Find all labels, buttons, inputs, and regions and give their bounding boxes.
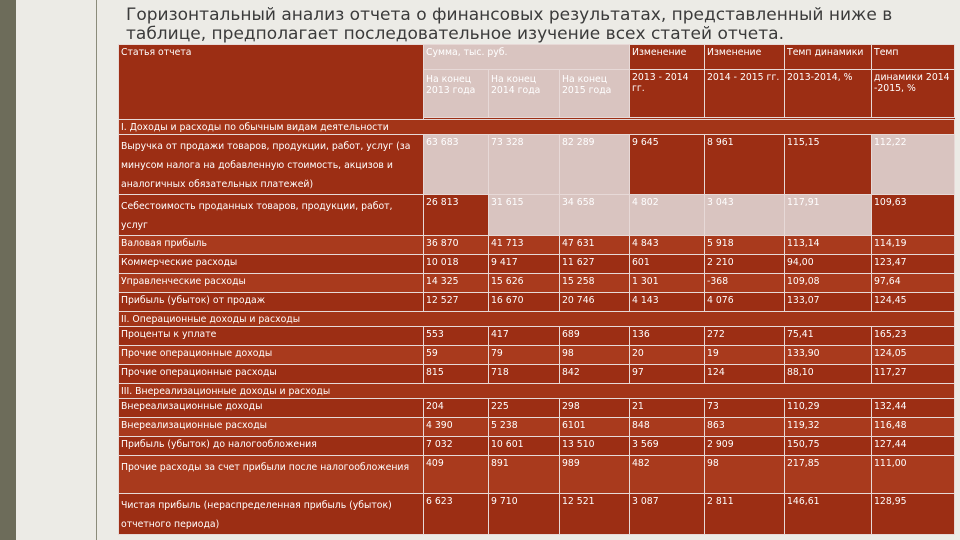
cell-2013: 409: [424, 456, 489, 494]
cell-rate-1: 133,90: [785, 346, 872, 365]
header-rate-2014-2015: динамики 2014 -2015, %: [872, 70, 955, 118]
table-row: [119, 456, 955, 494]
row-name: Внереализационные расходы: [119, 418, 424, 437]
cell-change-1: 3 569: [630, 437, 705, 456]
cell-change-1: 21: [630, 399, 705, 418]
row-name: Внереализационные доходы: [119, 399, 424, 418]
cell-2013: 7 032: [424, 437, 489, 456]
cell-rate-1: 110,29: [785, 399, 872, 418]
cell-change-1: 848: [630, 418, 705, 437]
cell-rate-1: 75,41: [785, 327, 872, 346]
cell-2013: 63 683: [424, 135, 489, 195]
cell-2013: 204: [424, 399, 489, 418]
cell-change-1: 4 143: [630, 293, 705, 312]
cell-rate-2: 124,05: [872, 346, 955, 365]
cell-change-2: 272: [705, 327, 785, 346]
cell-2015: 298: [560, 399, 630, 418]
table-row: [119, 293, 955, 312]
table-row: [119, 327, 955, 346]
left-decor-bar: [0, 0, 16, 540]
section-row: [119, 384, 955, 399]
cell-2014: 10 601: [489, 437, 560, 456]
cell-rate-2: 114,19: [872, 236, 955, 255]
cell-rate-2: 117,27: [872, 365, 955, 384]
header-rate-2: Темп: [872, 45, 955, 70]
cell-rate-1: 117,91: [785, 195, 872, 236]
cell-2014: 15 626: [489, 274, 560, 293]
cell-2015: 12 521: [560, 494, 630, 535]
cell-2015: 989: [560, 456, 630, 494]
cell-2013: 553: [424, 327, 489, 346]
row-name: Прочие расходы за счет прибыли после налогообложения: [119, 456, 424, 494]
cell-rate-2: 97,64: [872, 274, 955, 293]
table-row: [119, 418, 955, 437]
row-name: Управленческие расходы: [119, 274, 424, 293]
title-line-1: Горизонтальный анализ отчета о финансовых результатах, представленный ниже в: [126, 5, 893, 25]
cell-2015: 15 258: [560, 274, 630, 293]
table-row: [119, 494, 955, 535]
slide-title: [126, 0, 926, 46]
section-title-1: I. Доходы и расходы по обычным видам деятельности: [119, 120, 955, 135]
cell-rate-1: 109,08: [785, 274, 872, 293]
row-name: Прочие операционные расходы: [119, 365, 424, 384]
cell-change-2: 73: [705, 399, 785, 418]
cell-rate-1: 150,75: [785, 437, 872, 456]
cell-rate-1: 115,15: [785, 135, 872, 195]
cell-2015: 6101: [560, 418, 630, 437]
cell-change-2: 863: [705, 418, 785, 437]
row-name: Выручка от продажи товаров, продукции, работ, услуг (за минусом налога на добавленную стоимость, акцизов и аналогичных обязательных платежей): [119, 135, 424, 195]
cell-2013: 59: [424, 346, 489, 365]
cell-change-1: 482: [630, 456, 705, 494]
cell-2014: 16 670: [489, 293, 560, 312]
table-row: [119, 274, 955, 293]
section-title-2: II. Операционные доходы и расходы: [119, 312, 955, 327]
cell-2014: 225: [489, 399, 560, 418]
cell-2013: 12 527: [424, 293, 489, 312]
table-row: [119, 135, 955, 195]
cell-change-2: 8 961: [705, 135, 785, 195]
cell-2014: 718: [489, 365, 560, 384]
row-name: Себестоимость проданных товаров, продукции, работ, услуг: [119, 195, 424, 236]
cell-2013: 4 390: [424, 418, 489, 437]
cell-change-2: 2 909: [705, 437, 785, 456]
cell-rate-1: 133,07: [785, 293, 872, 312]
table-row: [119, 255, 955, 274]
cell-2013: 26 813: [424, 195, 489, 236]
cell-change-1: 4 843: [630, 236, 705, 255]
cell-2015: 47 631: [560, 236, 630, 255]
header-rate-1: Темп динамики: [785, 45, 872, 70]
cell-2013: 36 870: [424, 236, 489, 255]
table-row: [119, 195, 955, 236]
row-name: Проценты к уплате: [119, 327, 424, 346]
cell-2014: 73 328: [489, 135, 560, 195]
row-name: Чистая прибыль (нераспределенная прибыль (убыток) отчетного периода): [119, 494, 424, 535]
cell-2015: 82 289: [560, 135, 630, 195]
cell-2014: 79: [489, 346, 560, 365]
header-change-2013-2014: 2013 - 2014 гг.: [630, 70, 705, 118]
header-sum: Сумма, тыс. руб.: [424, 45, 630, 70]
row-name: Валовая прибыль: [119, 236, 424, 255]
table-row: [119, 236, 955, 255]
header-end-2015: На конец 2015 года: [560, 70, 630, 118]
cell-rate-2: 127,44: [872, 437, 955, 456]
section-row: [119, 312, 955, 327]
cell-change-2: 4 076: [705, 293, 785, 312]
cell-2015: 689: [560, 327, 630, 346]
cell-rate-2: 132,44: [872, 399, 955, 418]
header-rate-2013-2014: 2013-2014, %: [785, 70, 872, 118]
cell-change-1: 136: [630, 327, 705, 346]
cell-2014: 9 710: [489, 494, 560, 535]
cell-rate-1: 119,32: [785, 418, 872, 437]
cell-rate-2: 123,47: [872, 255, 955, 274]
cell-2014: 417: [489, 327, 560, 346]
cell-change-1: 3 087: [630, 494, 705, 535]
cell-2014: 31 615: [489, 195, 560, 236]
cell-2015: 842: [560, 365, 630, 384]
financial-results-table: [118, 44, 955, 535]
cell-2015: 13 510: [560, 437, 630, 456]
table-row: [119, 346, 955, 365]
table-row: [119, 437, 955, 456]
cell-change-1: 601: [630, 255, 705, 274]
header-change-2014-2015: 2014 - 2015 гг.: [705, 70, 785, 118]
cell-rate-2: 165,23: [872, 327, 955, 346]
cell-2013: 14 325: [424, 274, 489, 293]
cell-rate-2: 109,63: [872, 195, 955, 236]
cell-2013: 10 018: [424, 255, 489, 274]
cell-change-2: 2 210: [705, 255, 785, 274]
cell-2014: 9 417: [489, 255, 560, 274]
row-name: Коммерческие расходы: [119, 255, 424, 274]
cell-change-2: 2 811: [705, 494, 785, 535]
cell-change-1: 1 301: [630, 274, 705, 293]
row-name: Прибыль (убыток) от продаж: [119, 293, 424, 312]
row-name: Прибыль (убыток) до налогообложения: [119, 437, 424, 456]
cell-change-1: 4 802: [630, 195, 705, 236]
header-end-2013: На конец 2013 года: [424, 70, 489, 118]
cell-2015: 34 658: [560, 195, 630, 236]
section-row: [119, 120, 955, 135]
cell-rate-1: 113,14: [785, 236, 872, 255]
cell-change-1: 9 645: [630, 135, 705, 195]
cell-rate-2: 111,00: [872, 456, 955, 494]
cell-2015: 98: [560, 346, 630, 365]
header-change-1: Изменение: [630, 45, 705, 70]
table-row: [119, 365, 955, 384]
cell-change-1: 97: [630, 365, 705, 384]
cell-change-1: 20: [630, 346, 705, 365]
cell-2013: 815: [424, 365, 489, 384]
cell-change-2: 124: [705, 365, 785, 384]
cell-rate-2: 128,95: [872, 494, 955, 535]
cell-rate-2: 116,48: [872, 418, 955, 437]
cell-2014: 41 713: [489, 236, 560, 255]
cell-rate-1: 146,61: [785, 494, 872, 535]
table-header-row: [119, 45, 955, 70]
row-name: Прочие операционные доходы: [119, 346, 424, 365]
cell-rate-1: 94,00: [785, 255, 872, 274]
vertical-accent-line: [96, 0, 97, 540]
cell-change-2: 98: [705, 456, 785, 494]
header-change-2: Изменение: [705, 45, 785, 70]
cell-rate-1: 88,10: [785, 365, 872, 384]
cell-change-2: 5 918: [705, 236, 785, 255]
cell-rate-1: 217,85: [785, 456, 872, 494]
header-end-2014: На конец 2014 года: [489, 70, 560, 118]
title-line-2: таблице, предполагает последовательное изучение всех статей отчета.: [126, 24, 784, 44]
cell-rate-2: 124,45: [872, 293, 955, 312]
table-row: [119, 399, 955, 418]
cell-change-2: 19: [705, 346, 785, 365]
cell-rate-2: 112,22: [872, 135, 955, 195]
cell-2014: 5 238: [489, 418, 560, 437]
section-title-3: III. Внереализационные доходы и расходы: [119, 384, 955, 399]
cell-change-2: -368: [705, 274, 785, 293]
cell-2015: 20 746: [560, 293, 630, 312]
cell-2015: 11 627: [560, 255, 630, 274]
cell-2014: 891: [489, 456, 560, 494]
cell-change-2: 3 043: [705, 195, 785, 236]
header-article: Статья отчета: [119, 45, 424, 120]
cell-2013: 6 623: [424, 494, 489, 535]
